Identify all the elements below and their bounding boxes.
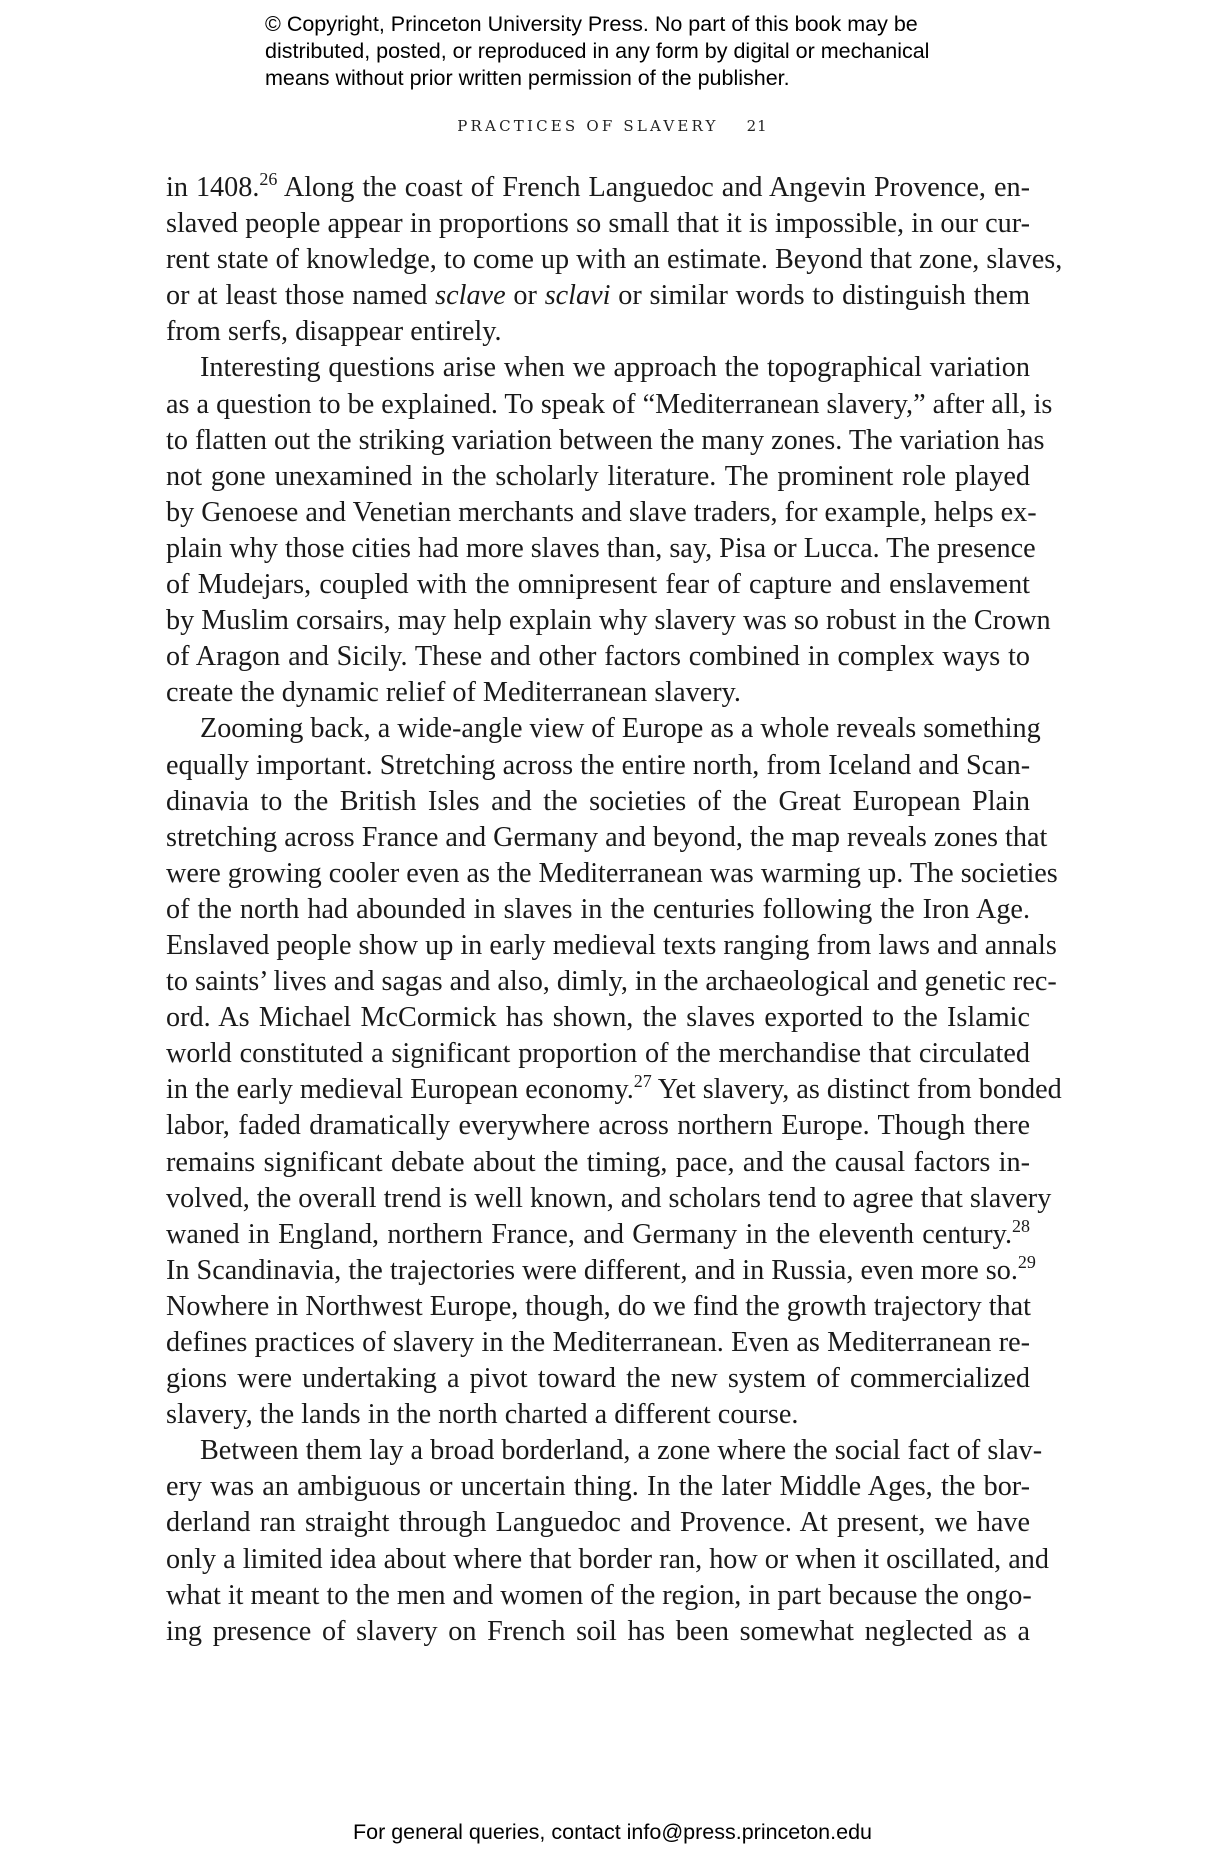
text-line: by Muslim corsairs, may help explain why slavery was so robust in the Crown [166, 605, 1051, 637]
text-line: equally important. Stretching across the entire north, from Iceland and Scan- [166, 749, 1031, 781]
footnote-marker: 26 [259, 169, 278, 189]
text-line: gions were undertaking a pivot toward the new system of commercialized [166, 1363, 1030, 1395]
text-line: as a question to be explained. To speak of “Mediterranean slavery,” after all, is [166, 388, 1053, 420]
text-line: not gone unexamined in the scholarly literature. The prominent role played [166, 460, 1030, 492]
text-line: or at least those named sclave or sclavi or similar words to distinguish them [166, 280, 1030, 312]
text-line: volved, the overall trend is well known, and scholars tend to agree that slavery [166, 1182, 1052, 1214]
copyright-notice [265, 11, 1025, 92]
text-line: ord. As Michael McCormick has shown, the slaves exported to the Islamic [166, 1002, 1030, 1034]
text-line: Interesting questions arise when we approach the topographical variation [200, 352, 1030, 384]
running-head-title: PRACTICES OF SLAVERY [457, 117, 719, 135]
text-line: waned in England, northern France, and Germany in the eleventh century.$^{28}$ [166, 1215, 1030, 1250]
text-line: slavery, the lands in the north charted a different course. [166, 1399, 799, 1431]
text-line: only a limited idea about where that border ran, how or when it oscillated, and [166, 1543, 1049, 1575]
footnote-marker: 27 [633, 1071, 652, 1092]
text-line: stretching across France and Germany and beyond, the map reveals zones that [166, 821, 1048, 853]
text-line: Enslaved people show up in early medieval texts ranging from laws and annals [166, 929, 1057, 961]
text-line: plain why those cities had more slaves than, say, Pisa or Lucca. The presence [166, 532, 1036, 564]
text-line: In Scandinavia, the trajectories were different, and in Russia, even more so.$^{29}$ [166, 1251, 1036, 1286]
text-line: by Genoese and Venetian merchants and slave traders, for example, helps ex- [166, 496, 1037, 528]
text-line: remains significant debate about the timing, pace, and the causal factors in- [166, 1146, 1030, 1178]
text-line: labor, faded dramatically everywhere across northern Europe. Though there [166, 1110, 1030, 1142]
text-line: ery was an ambiguous or uncertain thing. In the later Middle Ages, the bor- [166, 1471, 1030, 1503]
text-line: in the early medieval European economy.$^{27}$ Yet slavery, as distinct from bonded [166, 1071, 1062, 1106]
text-line: in 1408.26 Along the coast of French Languedoc and Angevin Provence, en- [166, 169, 1030, 203]
text-line: of Aragon and Sicily. These and other factors combined in complex ways to [166, 641, 1030, 673]
text-line: defines practices of slavery in the Mediterranean. Even as Mediterranean re- [166, 1327, 1030, 1358]
text-line: of the north had abounded in slaves in the centuries following the Iron Age. [166, 893, 1030, 925]
copyright-line: distributed, posted, or reproduced in any form by digital or mechanical [265, 39, 930, 63]
text-line: what it meant to the men and women of the region, in part because the ongo- [166, 1579, 1032, 1611]
text-line: of Mudejars, coupled with the omnipresent fear of capture and enslavement [166, 569, 1030, 601]
text-line: to saints’ lives and sagas and also, dimly, in the archaeological and genetic rec- [166, 966, 1057, 998]
copyright-line: © Copyright, Princeton University Press. No part of this book may be [265, 12, 918, 36]
text-line: were growing cooler even as the Mediterranean was warming up. The societies [166, 857, 1058, 889]
text-line: Nowhere in Northwest Europe, though, do we find the growth trajectory that [166, 1290, 1031, 1322]
text-line: create the dynamic relief of Mediterranean slavery. [166, 677, 741, 709]
text-line: to flatten out the striking variation between the many zones. The variation has [166, 424, 1045, 456]
footer-contact: For general queries, contact info@press.princeton.edu [352, 1820, 872, 1844]
text-line: dinavia to the British Isles and the societies of the Great European Plain [166, 785, 1030, 817]
running-head [0, 117, 1225, 135]
footnote-marker: 29 [1017, 1251, 1036, 1272]
copyright-line: means without prior written permission of the publisher. [265, 66, 790, 90]
text-line: world constituted a significant proportion of the merchandise that circulated [166, 1038, 1030, 1070]
text-line: rent state of knowledge, to come up with an estimate. Beyond that zone, slaves, [166, 244, 1063, 276]
text-line: derland ran straight through Languedoc and Provence. At present, we have [166, 1507, 1030, 1539]
page-number: 21 [746, 117, 768, 135]
footnote-marker: 28 [1012, 1215, 1030, 1236]
text-line: slaved people appear in proportions so small that it is impossible, in our cur- [166, 208, 1030, 240]
text-line: from serfs, disappear entirely. [166, 316, 502, 348]
text-line: Zooming back, a wide-angle view of Europe as a whole reveals something [200, 713, 1041, 745]
body-text [166, 169, 1063, 1650]
text-line: Between them lay a broad borderland, a zone where the social fact of slav- [200, 1435, 1043, 1467]
text-line: ing presence of slavery on French soil has been somewhat neglected as a [166, 1615, 1030, 1647]
